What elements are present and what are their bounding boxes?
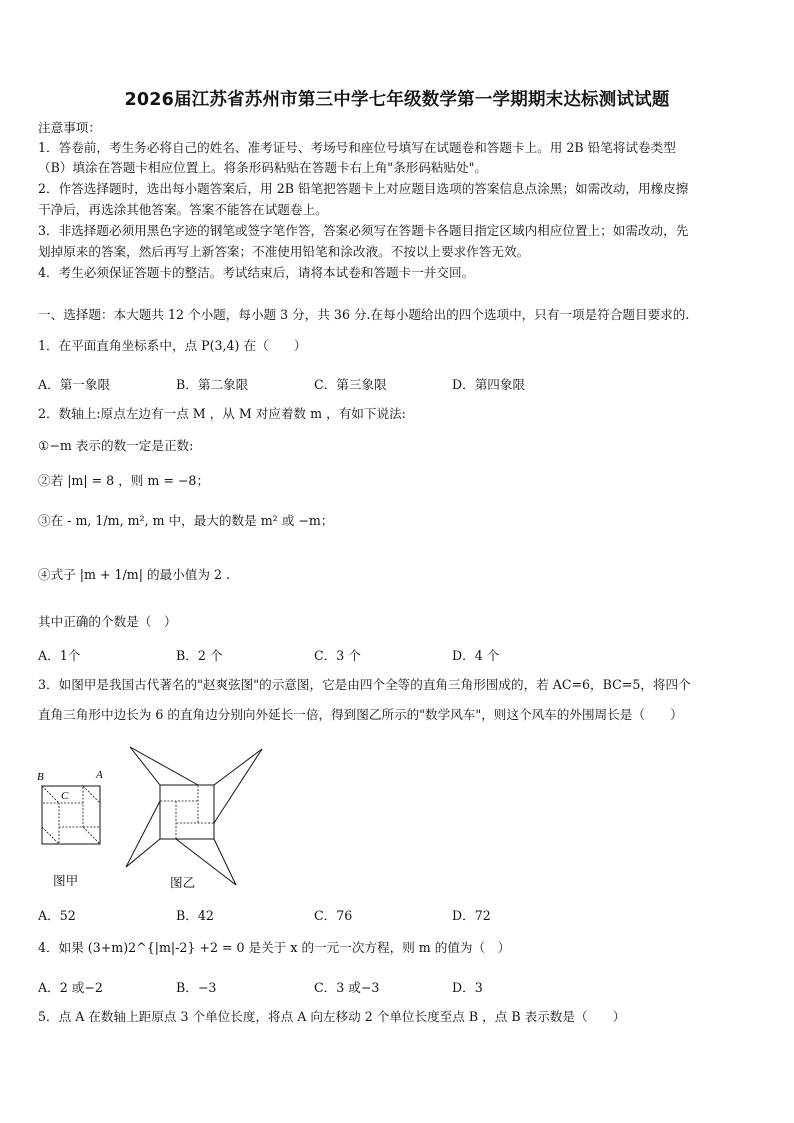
q2-statement-4: ④式子 |m + 1/m| 的最小值为 2 .	[38, 567, 230, 582]
q4-option-d[interactable]: D．3	[452, 980, 483, 995]
page-title: 2026届江苏省苏州市第三中学七年级数学第一学期期末达标测试试题	[124, 90, 670, 110]
q4-option-c[interactable]: C．3 或−3	[314, 980, 380, 995]
q3-option-c[interactable]: C．76	[314, 908, 353, 923]
notice-line: 划掉原来的答案，然后再写上新答案；不准使用铅笔和涂改液。不按以上要求作答无效。	[38, 244, 530, 259]
q2-option-b[interactable]: B．2 个	[176, 648, 223, 663]
q3-option-b[interactable]: B．42	[176, 908, 214, 923]
notice-line: 1．答卷前，考生务必将自己的姓名、准考证号、考场号和座位号填写在试题卷和答题卡上。用 2B 铅笔将试卷类型	[38, 140, 676, 155]
section-heading: 一、选择题：本大题共 12 个小题，每小题 3 分，共 36 分.在每小题给出的四个选项中，只有一项是符合题目要求的.	[38, 307, 690, 322]
q2-option-a[interactable]: A．1个	[38, 648, 81, 663]
q1-option-b[interactable]: B．第二象限	[176, 377, 249, 392]
question-2-stem: 2．数轴上:原点左边有一点 M ，从 M 对应着数 m ，有如下说法:	[38, 406, 406, 421]
q1-option-a[interactable]: A．第一象限	[38, 377, 111, 392]
q1-option-d[interactable]: D．第四象限	[452, 377, 526, 392]
q2-statement-1: ①−m 表示的数一定是正数:	[38, 438, 194, 453]
notice-line: （B）填涂在答题卡相应位置上。将条形码粘贴在答题卡右上角"条形码粘贴处"。	[38, 160, 488, 175]
question-1-stem: 1．在平面直角坐标系中，点 P(3,4) 在（ ）	[38, 338, 307, 353]
label-a: A	[96, 769, 103, 781]
question-5-stem: 5．点 A 在数轴上距原点 3 个单位长度，将点 A 向左移动 2 个单位长度至点 B ，点 B 表示数是（ ）	[38, 1009, 626, 1024]
q2-option-c[interactable]: C．3 个	[314, 648, 361, 663]
label-b: B	[37, 771, 44, 783]
notice-line: 4．考生必须保证答题卡的整洁。考试结束后，请将本试卷和答题卡一并交回。	[38, 265, 475, 280]
notice-line: 干净后，再选涂其他答案。答案不能答在试题卷上。	[38, 202, 328, 217]
question-3-stem: 3．如图甲是我国古代著名的"赵爽弦图"的示意图，它是由四个全等的直角三角形围成的，若 AC=6，BC=5，将四个	[38, 677, 691, 692]
q2-ask: 其中正确的个数是（ ）	[38, 614, 177, 629]
q2-statement-3: ③在 - m, 1/m, m², m 中，最大的数是 m² 或 −m；	[38, 513, 334, 528]
figure-jia-caption: 图甲	[53, 873, 79, 888]
figure-jia-zhaoshuang-diagram	[34, 766, 114, 851]
notice-line: 3．非选择题必须用黑色字迹的钢笔或签字笔作答，答案必须写在答题卡各题目指定区域内相应位置上；如需改动，先	[38, 223, 689, 238]
figure-yi-windmill	[122, 745, 282, 890]
question-4-stem: 4．如果 (3+m)2^{|m|-2} +2 = 0 是关于 x 的一元一次方程，则 m 的值为（ ）	[38, 940, 511, 955]
q4-option-b[interactable]: B．−3	[176, 980, 217, 995]
q3-option-d[interactable]: D．72	[452, 908, 491, 923]
q2-option-d[interactable]: D．4 个	[452, 648, 500, 663]
notice-line: 2．作答选择题时，选出每小题答案后，用 2B 铅笔把答题卡上对应题目选项的答案信息点涂黑；如需改动，用橡皮擦	[38, 181, 689, 196]
figure-yi-caption: 图乙	[170, 875, 196, 890]
q2-statement-2: ②若 |m| = 8 ，则 m = −8；	[38, 473, 210, 488]
q3-option-a[interactable]: A．52	[38, 908, 76, 923]
notice-heading: 注意事项：	[38, 120, 101, 135]
label-c: C	[61, 790, 69, 802]
q1-option-c[interactable]: C．第三象限	[314, 377, 387, 392]
question-3-stem-cont: 直角三角形中边长为 6 的直角边分别向外延长一倍，得到图乙所示的"数学风车"，则这个风车的外围周长是（ ）	[38, 707, 683, 722]
q4-option-a[interactable]: A．2 或−2	[38, 980, 103, 995]
